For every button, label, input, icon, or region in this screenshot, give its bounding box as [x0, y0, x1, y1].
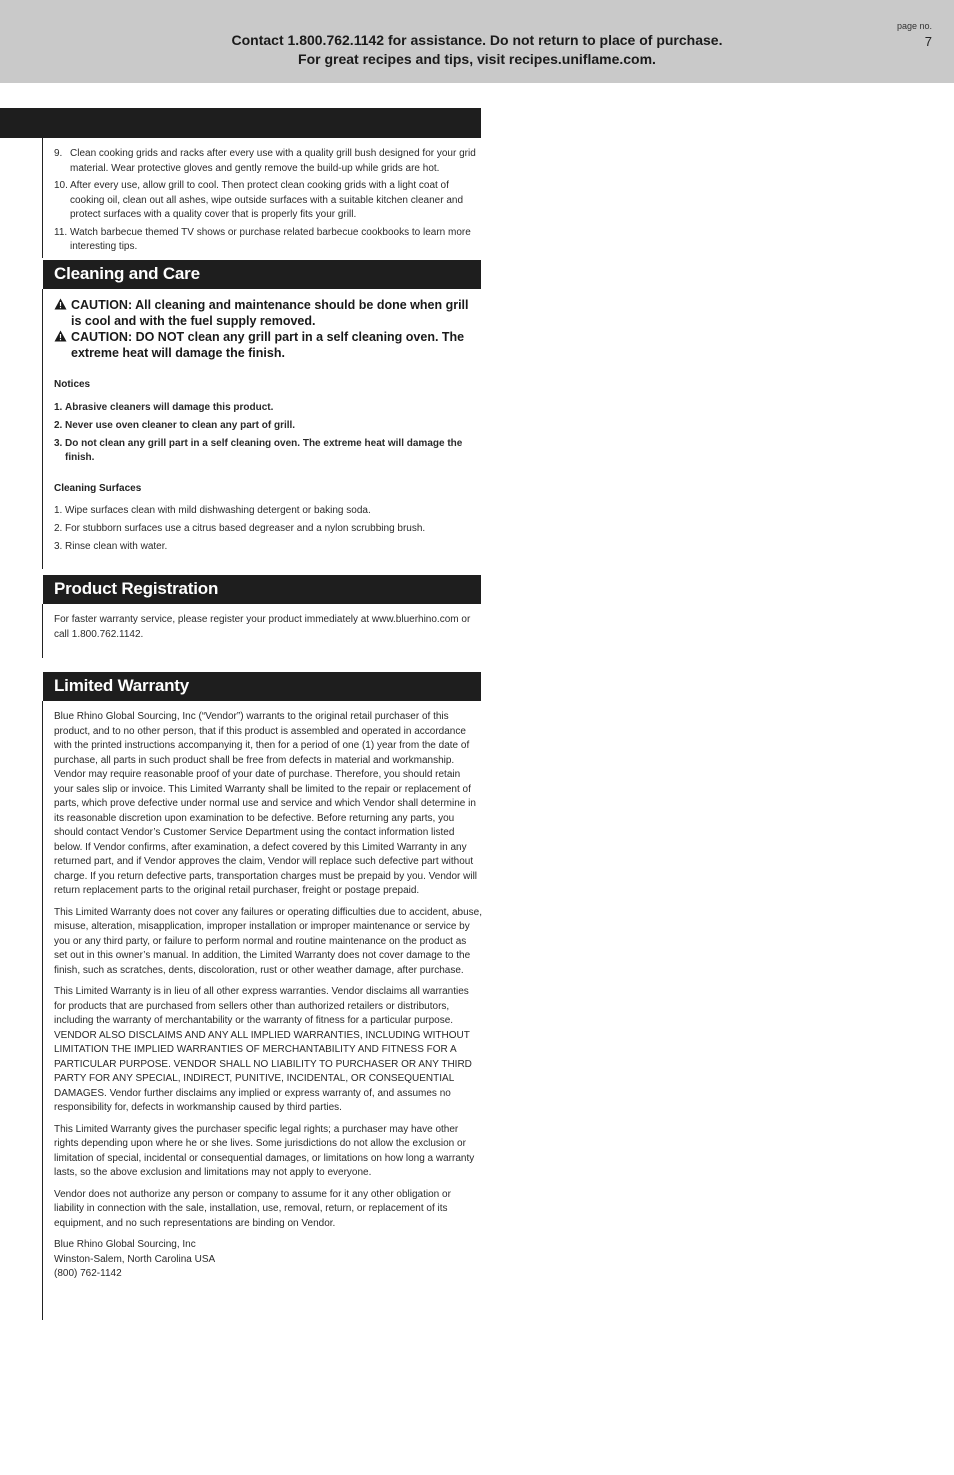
caution-note	[54, 297, 482, 329]
section-title: Cleaning and Care	[54, 264, 200, 283]
page-number-label: page no.	[896, 21, 932, 31]
warranty-section	[54, 710, 482, 1282]
contact-banner	[0, 31, 954, 69]
cleaning-section-header	[43, 260, 481, 289]
caution-text: CAUTION: DO NOT clean any grill part in a self cleaning oven. The extreme heat will damage the finish.	[71, 330, 465, 360]
cleaning-surfaces-heading: Cleaning Surfaces	[54, 482, 142, 494]
item-text: Abrasive cleaners will damage this product.	[65, 401, 274, 413]
item-number: 1.	[54, 401, 63, 413]
item-text: Clean cooking grids and racks after every use with a quality grill bush designed for your grid material. Wear protective gloves and gently remove the build-up while grids are hot.	[70, 148, 476, 174]
section-title: Product Registration	[54, 579, 219, 598]
warning-icon	[54, 330, 67, 342]
warranty-paragraph: Blue Rhino Global Sourcing, Inc (“Vendor”) warrants to the original retail purchaser of this product, and to no other person, that if this product is assembled and operated in accordance with the printed instructions accompanying it, then for a period of one (1) year from the date of purchase, all parts in such product shall be free from defects in material and workmanship. Vendor may require reasonable proof of your date of purchase. Therefore, you should retain your sales slip or invoice. This Limited Warranty shall be limited to the repair or replacement of parts, which prove defective under normal use and service and which Vendor shall determine in its reasonable discretion upon examination to be defective. Before returning any parts, you should contact Vendor’s Customer Service Department using the contact information listed below. If Vendor confirms, after examination, a defect covered by this Limited Warranty in any returned part, and if Vendor approves the claim, Vendor will replace such defective part without charge. If you return defective parts, transportation charges must be prepaid by you. Vendor will return replacement parts to the original retail purchaser, freight or postage prepaid.	[54, 711, 478, 896]
item-text: After every use, allow grill to cool. Then protect clean cooking grids with a light coat of cooking oil, clean out all ashes, wipe outside surfaces with a suitable kitchen cleaner and protect surfaces with a quality cover that is properly fits your grill.	[70, 180, 464, 220]
list-item	[54, 522, 482, 537]
warning-icon	[54, 298, 67, 310]
left-rule	[42, 289, 43, 569]
warranty-section-header	[43, 672, 481, 701]
cleaning-section	[54, 297, 482, 558]
item-number: 9.	[54, 148, 63, 159]
caution-text: CAUTION: All cleaning and maintenance should be done when grill is cool and with the fuel supply removed.	[71, 298, 469, 328]
address-line: Winston-Salem, North Carolina USA	[54, 1253, 216, 1265]
item-text: Never use oven cleaner to clean any part of grill.	[65, 419, 296, 431]
item-text: Rinse clean with water.	[65, 541, 168, 552]
item-number: 11.	[54, 226, 68, 238]
item-number: 2.	[54, 419, 63, 431]
notice-item	[54, 419, 482, 434]
page-header	[0, 0, 954, 83]
left-rule	[42, 138, 43, 258]
list-item	[54, 147, 482, 176]
tips-list	[54, 147, 482, 258]
page-number: 7	[924, 34, 932, 49]
contact-line-2: For great recipes and tips, visit recipes.uniflame.com.	[298, 51, 656, 67]
vendor-address	[54, 1238, 482, 1282]
warranty-paragraph: This Limited Warranty does not cover any failures or operating difficulties due to accident, abuse, misuse, alteration, misapplication, improper installation or improper maintenance or service by you or any third party, or failure to perform normal and routine maintenance on the product as set out in this owner’s manual. In addition, the Limited Warranty does not cover damage to the finish, such as scratches, dents, discoloration, rust or other weather damage, after purchase.	[54, 906, 483, 976]
item-number: 10.	[54, 180, 68, 191]
item-text: Do not clean any grill part in a self cleaning oven. The extreme heat will damage the finish.	[65, 437, 463, 463]
address-line: Blue Rhino Global Sourcing, Inc	[54, 1239, 196, 1250]
list-item	[54, 504, 482, 519]
contact-line-1: Contact 1.800.762.1142 for assistance. Do not return to place of purchase.	[231, 32, 723, 48]
warranty-paragraph: This Limited Warranty gives the purchaser specific legal rights; a purchaser may have other rights depending upon where he or she lives. Some jurisdictions do not allow the exclusion or limitation of special, incidental or consequential damages, or limitations on how long a warranty lasts, so the above exclusion and limitations may not apply to everyone.	[54, 1123, 475, 1178]
warranty-paragraph: Vendor does not authorize any person or company to assume for it any other obligation or liability in connection with the sale, installation, use, removal, return, or replacement of its equipment, and no such representations are binding on Vendor.	[54, 1188, 451, 1229]
item-number: 1.	[54, 505, 63, 516]
list-item	[54, 226, 482, 255]
left-rule	[42, 701, 43, 1320]
registration-section-header	[43, 575, 481, 604]
item-number: 2.	[54, 523, 63, 534]
registration-section	[54, 613, 482, 642]
item-number: 3.	[54, 437, 63, 449]
left-rule	[42, 604, 43, 658]
notices-heading: Notices	[54, 379, 91, 390]
section-title: Limited Warranty	[54, 676, 190, 695]
item-text: Watch barbecue themed TV shows or purchase related barbecue cookbooks to learn more interesting tips.	[70, 226, 471, 252]
item-text: Wipe surfaces clean with mild dishwashing detergent or baking soda.	[65, 505, 371, 516]
list-item	[54, 179, 482, 223]
notice-item	[54, 437, 482, 466]
item-text: For stubborn surfaces use a citrus based degreaser and a nylon scrubbing brush.	[65, 523, 426, 534]
address-line: (800) 762-1142	[54, 1268, 122, 1279]
caution-note	[54, 329, 482, 361]
item-number: 3.	[54, 541, 63, 552]
top-section-bar	[0, 108, 481, 138]
warranty-paragraph: This Limited Warranty is in lieu of all other express warranties. Vendor disclaims all warranties for products that are purchased from sellers other than authorized retailers or distributors, including the warranty of merchantability or the warranty of fitness for a particular purpose. VENDOR ALSO DISCLAIMS AND ANY ALL IMPLIED WARRANTIES, INCLUDING WITHOUT LIMITATION THE IMPLIED WARRANTIES OF MERCHANTABILITY AND FITNESS FOR A PARTICULAR PURPOSE. VENDOR SHALL NO LIABILITY TO PURCHASER OR ANY THIRD PARTY FOR ANY SPECIAL, INDIRECT, PUNITIVE, INCIDENTAL, OR CONSEQUENTIAL DAMAGES. Vendor further disclaims any implied or express warranty of, and assumes no responsibility for, defects in workmanship caused by third parties.	[54, 986, 472, 1113]
registration-text: For faster warranty service, please register your product immediately at www.bluerhino.com or call 1.800.762.1142.	[54, 614, 471, 640]
notice-item	[54, 401, 482, 416]
list-item	[54, 540, 482, 555]
